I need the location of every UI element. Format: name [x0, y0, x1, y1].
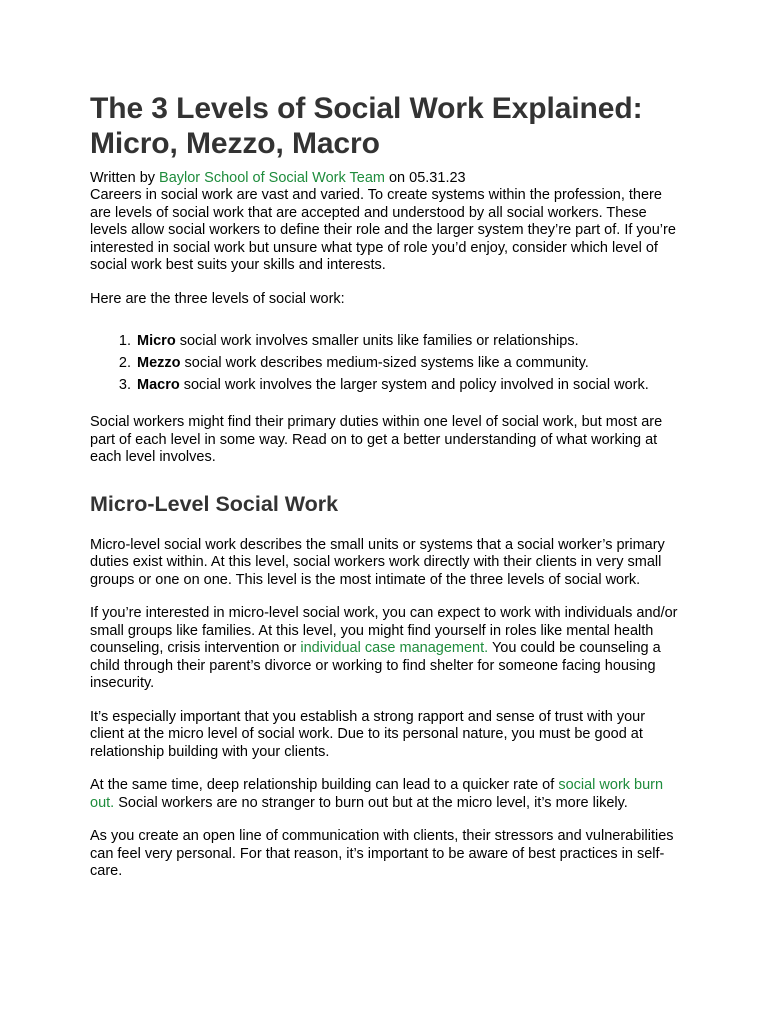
case-management-link[interactable]: individual case management. — [300, 640, 489, 656]
intro-paragraph: Careers in social work are vast and varied. To create systems within the profession, there are levels of social work that are accepted and understood by all social workers. These levels allow social workers to define their role and the larger system they’re part of. If you’re interested in social work but unsure what type of role you’d enjoy, consider which level of social work best suits your skills and interests. — [90, 187, 676, 273]
level-term: Macro — [137, 377, 180, 393]
byline-date: on 05.31.23 — [384, 170, 466, 186]
paragraph-text: Social workers are no stranger to burn out but at the micro level, it’s more likely. — [114, 794, 628, 811]
list-item — [135, 330, 678, 352]
byline — [90, 170, 678, 187]
list-intro: Here are the three levels of social work: — [90, 290, 345, 307]
title-line-1: The 3 Levels of Social Work Explained: — [90, 92, 643, 125]
author-link[interactable]: Baylor School of Social Work Team — [159, 170, 385, 186]
byline-prefix: Written by — [90, 170, 160, 186]
levels-list — [90, 330, 678, 396]
paragraph-text: At the same time, deep relationship building can lead to a quicker rate of — [90, 777, 559, 793]
paragraph-text: You could be counseling a child through their parent’s divorce or working to find shelter for someone facing housing insecurity. — [90, 640, 661, 691]
level-description: social work involves the larger system and policy involved in social work. — [179, 377, 649, 393]
paragraph-text: If you’re interested in micro-level social work, you can expect to work with individuals and/or small groups like families. At this level, you might find yourself in roles like mental health counseling, crisis intervention or — [90, 605, 678, 656]
micro-paragraph-3: It’s especially important that you establish a strong rapport and sense of trust with your client at the micro level of social work. Due to its personal nature, you must be good at relationship building with your clients. — [90, 708, 646, 760]
article-title — [90, 91, 678, 161]
micro-paragraph-2 — [90, 605, 678, 693]
level-term: Micro — [137, 333, 176, 349]
level-description: social work describes medium-sized systems like a community. — [180, 355, 589, 371]
after-list-paragraph: Social workers might find their primary duties within one level of social work, but most are part of each level in some way. Read on to get a better understanding of what working at each level involves. — [90, 414, 663, 465]
burn-out-link[interactable]: social work burn out. — [90, 777, 664, 811]
list-item — [135, 374, 678, 396]
level-description: social work involves smaller units like families or relationships. — [175, 333, 579, 349]
micro-paragraph-5: As you create an open line of communication with clients, their stressors and vulnerabilities can feel very personal. For that reason, it’s important to be aware of best practices in self-care. — [90, 828, 674, 879]
micro-paragraph-1: Micro-level social work describes the small units or systems that a social worker’s primary duties exist within. At this level, social workers work directly with their clients in very small groups or one on one. This level is the most intimate of the three levels of social work. — [90, 536, 665, 588]
micro-paragraph-4 — [90, 777, 678, 812]
level-term: Mezzo — [137, 355, 181, 371]
list-item — [135, 352, 678, 374]
section-heading-micro: Micro-Level Social Work — [90, 491, 339, 516]
title-line-2: Micro, Mezzo, Macro — [90, 127, 380, 160]
